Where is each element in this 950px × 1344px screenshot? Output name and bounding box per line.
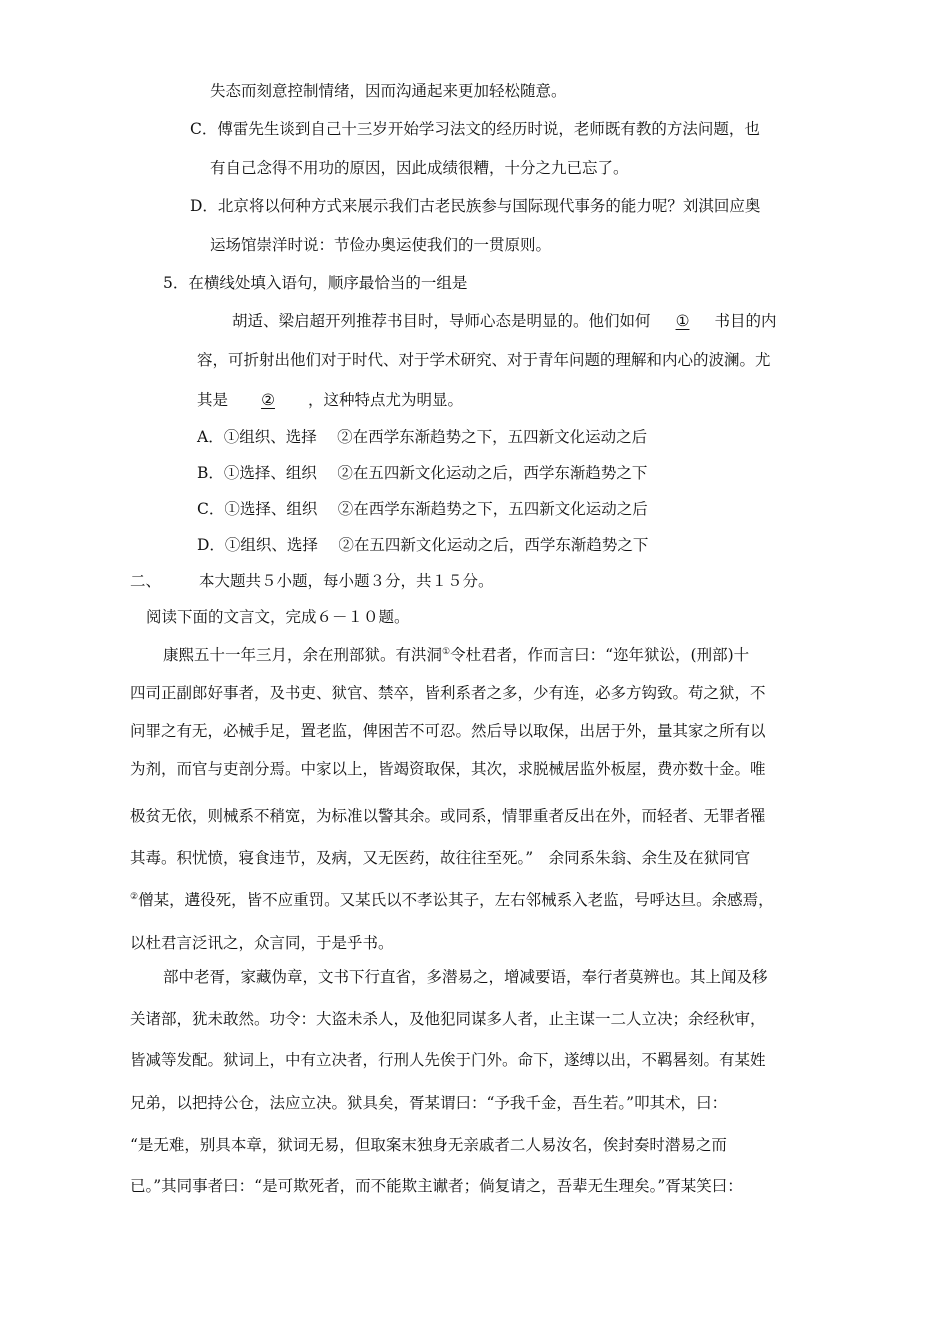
footnote-marker-1: ① — [442, 646, 451, 657]
footnote-marker-2: ② — [130, 891, 139, 902]
q4-option-d-line1: D．北京将以何种方式来展示我们古老民族参与国际现代事务的能力呢？刘淇回应奥 — [190, 197, 761, 215]
q4-option-c-line1: C．傅雷先生谈到自己十三岁开始学习法文的经历时说，老师既有教的方法问题，也 — [190, 120, 760, 138]
passage-line-10: 关诸部，犹未敢然。功令：大盗未杀人，及他犯同谋多人者，止主谋一二人立决；余经秋审， — [130, 1010, 766, 1028]
q5-blank-2: ② — [261, 391, 275, 409]
passage-line-3: 问罪之有无，必械手足，置老监，俾困苦不可忍。然后导以取保，出居于外，量其家之所有以 — [130, 722, 766, 740]
q5-passage-line2: 容，可折射出他们对于时代、对于学术研究、对于青年问题的理解和内心的波澜。尤 — [197, 351, 771, 369]
q5-passage-line3-a: 其是 — [197, 391, 229, 409]
section2-heading-number: 二、 — [130, 572, 162, 590]
passage-line-2: 四司正副郎好事者，及书吏、狱官、禁卒，皆利系者之多，少有连，必多方钩致。苟之狱，不 — [130, 684, 766, 702]
q5-passage-line3-b: ，这种特点尤为明显。 — [308, 391, 464, 409]
q5-passage-line1-b: 书目的内 — [714, 312, 777, 330]
q4-option-b-continuation: 失态而刻意控制情绪，因而沟通起来更加轻松随意。 — [210, 82, 567, 100]
passage-line-4: 为剂，而官与吏剖分焉。中家以上，皆竭资取保，其次，求脱械居监外板屋，费亦数十金。唯 — [130, 760, 766, 778]
passage-line-1 — [163, 644, 749, 666]
passage-line-7 — [130, 889, 774, 911]
passage-line-7-text: 僧某，遘役死，皆不应重罚。又某氏以不孝讼其子，左右邻械系入老监，号呼达旦。余感焉， — [138, 891, 774, 909]
q5-passage-line1-a: 胡适、梁启超开列推荐书目时，导师心态是明显的。他们如何 — [232, 312, 651, 330]
q5-option-a: A．①组织、选择 ②在西学东渐趋势之下，五四新文化运动之后 — [197, 428, 648, 446]
passage-line-14: 已。”其同事者曰：“是可欺死者，而不能欺主谳者；倘复请之，吾辈无生理矣。”胥某笑曰： — [130, 1177, 743, 1195]
q5-option-b: B．①选择、组织 ②在五四新文化运动之后，西学东渐趋势之下 — [197, 464, 648, 482]
passage-line-11: 皆减等发配。狱词上，中有立决者，行刑人先俟于门外。命下，遂缚以出，不羁晷刻。有某姓 — [130, 1051, 766, 1069]
passage-line-1-a: 康熙五十一年三月，余在刑部狱。有洪洞 — [163, 646, 443, 664]
q5-stem: 5．在横线处填入语句，顺序最恰当的一组是 — [163, 274, 468, 292]
q4-option-c-line2: 有自己念得不用功的原因，因此成绩很糟，十分之九已忘了。 — [210, 159, 629, 177]
passage-line-9: 部中老胥，家藏伪章，文书下行直省，多潜易之，增减要语，奉行者莫辨也。其上闻及移 — [163, 968, 768, 986]
q5-passage-line1 — [232, 310, 777, 332]
passage-line-12: 兄弟，以把持公仓，法应立决。狱具矣，胥某谓曰：“予我千金，吾生若。”叩其术，曰： — [130, 1094, 728, 1112]
q4-option-d-line2: 运场馆崇洋时说：节俭办奥运使我们的一贯原则。 — [210, 236, 552, 254]
passage-line-8: 以杜君言泛讯之，众言同，于是乎书。 — [130, 934, 394, 952]
q5-option-c: C．①选择、组织 ②在西学东渐趋势之下，五四新文化运动之后 — [197, 500, 648, 518]
section2-heading-text: 本大题共５小题，每小题３分，共１５分。 — [199, 572, 494, 590]
section2-instruction: 阅读下面的文言文，完成６－１０题。 — [146, 608, 410, 626]
q5-option-d: D．①组织、选择 ②在五四新文化运动之后，西学东渐趋势之下 — [197, 536, 649, 554]
passage-line-13: “是无难，别具本章，狱词无易，但取案末独身无亲戚者二人易汝名，俟封奏时潜易之而 — [130, 1136, 727, 1154]
passage-line-5: 极贫无依，则械系不稍宽，为标准以警其余。或同系，情罪重者反出在外，而轻者、无罪者罹 — [130, 807, 766, 825]
passage-line-6: 其毒。积忧愤，寝食违节，及病，又无医药，故往往至死。” 余同系朱翁、余生及在狱同官 — [130, 849, 751, 867]
q5-blank-1: ① — [675, 312, 690, 330]
passage-line-1-b: 令杜君者，作而言曰：“迩年狱讼，(刑部)十 — [450, 646, 750, 664]
q5-passage-line3 — [197, 389, 463, 411]
